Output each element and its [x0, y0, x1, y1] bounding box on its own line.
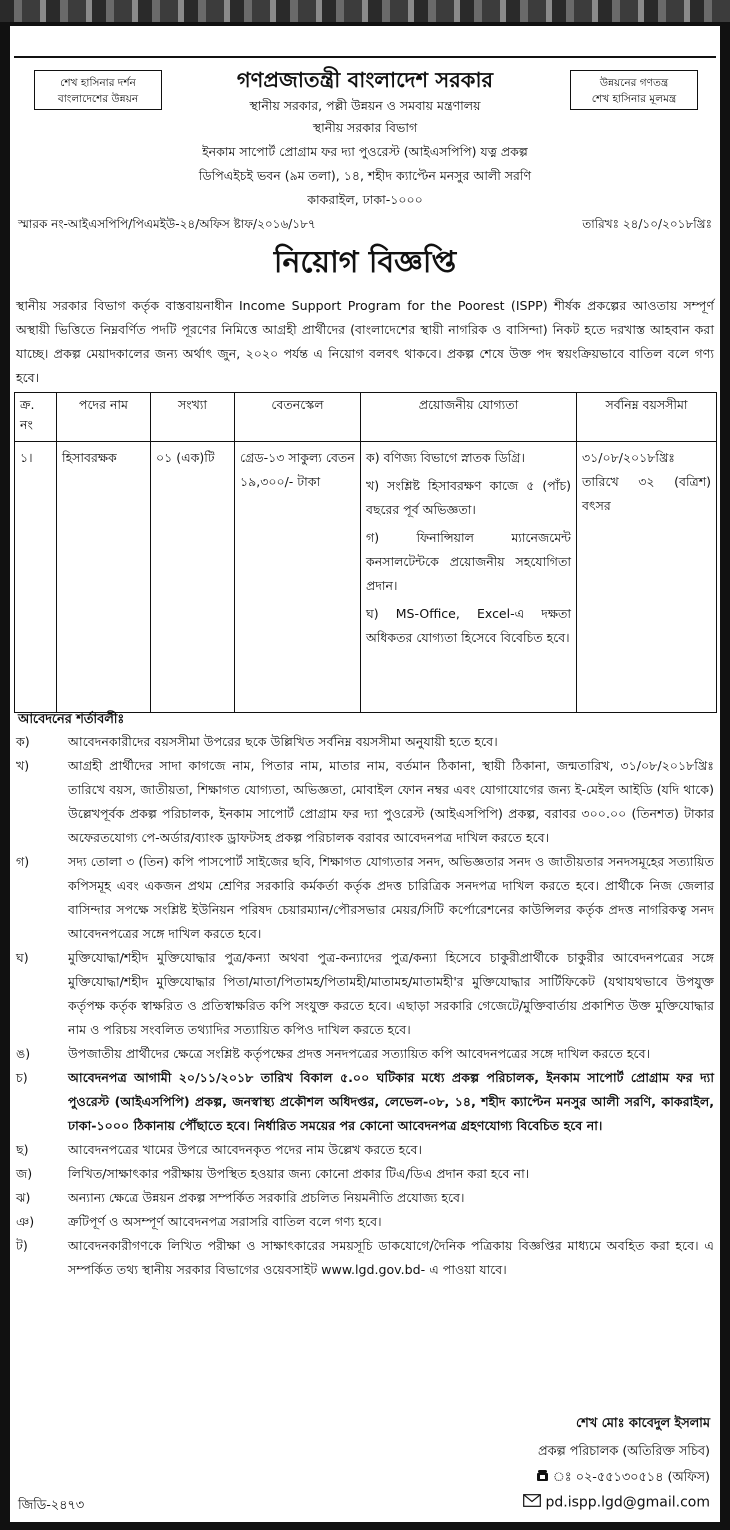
header-age: সর্বনিম্ন বয়সসীমা — [577, 393, 717, 442]
qualification-item: গ) ফিনান্সিয়াল ম্যানেজমেন্ট কনসালটেন্টকে প্রয়োজনীয় সহযোগিতা প্রদান। — [366, 530, 571, 593]
intro-paragraph: স্থানীয় সরকার বিভাগ কর্তৃক বাস্তবায়নাধীন Income Support Program for the Poorest (ISPP) শীর্ষক প্রকল্পের আওতায় সম্পূর্ণ অস্থায়ী ভিত্তিতে নিম্নবর্ণিত পদটি পূরণের নিমিত্তে আগ্রহী প্রার্থীদের (বাংলাদেশের স্থায়ী নাগরিক ও বাসিন্দা) নিকট হতে দরখাস্ত আহবান করা যাচ্ছে। প্রকল্প মেয়াদকালের জন্য অর্থাৎ জুন, ২০২০ পর্যন্ত এ নিয়োগ বলবৎ থাকবে। প্রকল্প শেষে উক্ত পদ স্বয়ংক্রিয়ভাবে বাতিল বলে গণ্য হবে। — [16, 298, 714, 385]
condition-mark: ঘ) — [16, 950, 29, 965]
condition-item — [14, 1162, 716, 1186]
condition-mark: ঙ) — [16, 1046, 31, 1061]
slogan-left-text: শেখ হাসিনার দর্শন বাংলাদেশের উন্নয়ন — [57, 77, 139, 105]
notice-date: তারিখঃ ২৪/১০/২০১৮খ্রিঃ — [582, 217, 712, 231]
ministry-name: স্থানীয় সরকার, পল্লী উন্নয়ন ও সমবায় মন্ত্রণালয় — [249, 98, 481, 113]
project-name: ইনকাম সাপোর্ট প্রোগ্রাম ফর দ্যা পুওরেস্ট (আইএসপিপি) যত্ন প্রকল্প — [202, 144, 528, 159]
cell-count: ০১ (এক)টি — [151, 442, 235, 713]
slogan-right-text: উন্নয়নের গণতন্ত্র শেখ হাসিনার মূলমন্ত্র — [591, 77, 677, 105]
telephone-icon — [536, 1469, 549, 1486]
condition-item — [14, 1066, 716, 1138]
condition-mark: ঞ) — [16, 1214, 35, 1229]
top-rule — [0, 22, 730, 26]
condition-item — [14, 1234, 716, 1282]
right-border — [720, 26, 730, 1530]
condition-text: আবেদনকারীদের বয়সসীমা উপরের ছকে উল্লিখিত সর্বনিম্ন বয়সসীমা অনুযায়ী হতে হবে। — [68, 734, 498, 749]
condition-item — [14, 754, 716, 850]
bottom-rule — [0, 1522, 730, 1530]
condition-text: মুক্তিযোদ্ধা/শহীদ মুক্তিযোদ্ধার পুত্র/কন্যা অথবা পুত্র-কন্যাদের পুত্র/কন্যা হিসেবে চাকুরীপ্রার্থীকে চাকুরীর আবেদনপত্রের সঙ্গে মুক্তিযোদ্ধা/শহীদ মুক্তিযোদ্ধার পিতা/মাতা/পিতামহ/পিতামহী/মাতামহ/মাতামহী'র মুক্তিযোদ্ধার সার্টিফিকেট (যথাযথভাবে উপযুক্ত কর্তৃপক্ষ কর্তৃক স্বাক্ষরিত ও প্রতিস্বাক্ষরিত কপি সংযুক্ত করতে হবে। এছাড়া সরকারি গেজেটে/মুক্তিবার্তায় প্রকাশিত উক্ত মুক্তিযোদ্ধার নাম ও পরিচয় সংবলিত তথ্যাদির সত্যায়িত কপিও দাখিল করতে হবে। — [68, 950, 714, 1037]
condition-mark: খ) — [16, 758, 30, 773]
cell-age: ৩১/০৮/২০১৮খ্রিঃ তারিখে ৩২ (বত্রিশ) বৎসর — [577, 442, 717, 713]
dg-number: জিডি-২৪৭৩ — [18, 1498, 85, 1513]
condition-text: আবেদনপত্রের খামের উপরে আবেদনকৃত পদের নাম উল্লেখ করতে হবে। — [68, 1142, 422, 1157]
cell-qualifications — [361, 442, 577, 713]
header-qualification: প্রয়োজনীয় যোগ্যতা — [361, 393, 577, 442]
condition-item — [14, 1210, 716, 1234]
signatory-phone — [536, 1468, 710, 1489]
table-row — [15, 442, 717, 713]
qualification-item: খ) সংশ্লিষ্ট হিসাবরক্ষণ কাজে ৫ (পাঁচ) বছরের পূর্ব অভিজ্ঞতা। — [366, 478, 571, 517]
qualification-item: ঘ) MS-Office, Excel-এ দক্ষতা অধিকতর যোগ্যতা হিসেবে বিবেচিত হবে। — [366, 606, 571, 645]
header-serial: ক্র. নং — [15, 393, 57, 442]
condition-item — [14, 1186, 716, 1210]
memo-number: স্মারক নং-আইএসপিপি/পিএমইউ-২৪/অফিস ষ্টাফ/২০১৬/১৮৭ — [18, 217, 316, 231]
condition-item — [14, 1138, 716, 1162]
table-header-row — [15, 393, 717, 442]
header-scale: বেতনস্কেল — [235, 393, 361, 442]
condition-mark: ঝ) — [16, 1190, 31, 1205]
cell-serial: ১। — [15, 442, 57, 713]
phone-text: ঃ ০২-৫৫১৩০৫১৪ (অফিস) — [571, 1470, 710, 1485]
condition-mark: ট) — [16, 1238, 28, 1253]
condition-text: উপজাতীয় প্রার্থীদের ক্ষেত্রে সংশ্লিষ্ট কর্তৃপক্ষের প্রদত্ত সনদপত্রের সত্যায়িত কপি আবেদনপত্রের সঙ্গে দাখিল করতে হবে। — [68, 1046, 651, 1061]
condition-mark: ছ) — [16, 1142, 29, 1157]
cell-post: হিসাবরক্ষক — [57, 442, 151, 713]
signatory-designation: প্রকল্প পরিচালক (অতিরিক্ত সচিব) — [538, 1444, 710, 1459]
condition-text: সদ্য তোলা ৩ (তিন) কপি পাসপোর্ট সাইজের ছবি, শিক্ষাগত যোগ্যতার সনদ, অভিজ্ঞতার সনদ ও জাতীয়তার সনদসমূহের সত্যায়িত কপিসমূহ এবং একজন প্রথম শ্রেণির সরকারি কর্মকর্তা কর্তৃক প্রদত্ত চারিত্রিক সনদপত্র দাখিল করতে হবে। প্রার্থীকে নিজ জেলার বাসিন্দার সপক্ষে সংশ্লিষ্ট ইউনিয়ন পরিষদ চেয়ারম্যান/পৌরসভার মেয়র/সিটি কর্পোরেশনের কাউন্সিলর কর্তৃক প্রদত্ত নাগরিকত্ব সনদ আবেদনপত্রের সঙ্গে দাখিল করতে হবে। — [68, 854, 714, 941]
signatory-name: শেখ মোঃ কাবেদুল ইসলাম — [575, 1416, 710, 1431]
condition-item — [14, 850, 716, 946]
condition-mark: চ) — [16, 1070, 28, 1085]
posts-table — [14, 392, 717, 713]
condition-text: আবেদনকারীগণকে লিখিত পরীক্ষা ও সাক্ষাৎকারের সময়সূচি ডাকযোগে/দৈনিক পত্রিকায় বিজ্ঞপ্তির মাধ্যমে অবহিত করা হবে। এ সম্পর্কিত তথ্য স্থানীয় সরকার বিভাগের ওয়েবসাইট www.lgd.gov.bd- এ পাওয়া যাবে। — [68, 1238, 714, 1277]
header-count: সংখ্যা — [151, 393, 235, 442]
condition-text: অন্যান্য ক্ষেত্রে উন্নয়ন প্রকল্প সম্পর্কিত সরকারি প্রচলিত নিয়মনীতি প্রযোজ্য হবে। — [68, 1190, 465, 1205]
condition-mark: জ) — [16, 1166, 33, 1181]
left-border — [0, 26, 10, 1530]
qualification-item: ক) বণিজ্য বিভাগে স্নাতক ডিগ্রি। — [366, 450, 525, 465]
condition-text: লিখিত/সাক্ষাৎকার পরীক্ষায় উপস্থিত হওয়ার জন্য কোনো প্রকার টিএ/ডিএ প্রদান করা হবে না। — [68, 1166, 530, 1181]
email-text[interactable]: pd.ispp.lgd@gmail.com — [545, 1494, 710, 1511]
page-title: নিয়োগ বিজ্ঞপ্তি — [273, 245, 457, 280]
notice-sheet — [14, 56, 716, 1520]
address-line-1: ডিপিএইচই ভবন (৯ম তলা), ১৪, শহীদ ক্যাপ্টেন মনসুর আলী সরণি — [198, 168, 532, 183]
envelope-icon — [523, 1494, 541, 1511]
condition-text: আগ্রহী প্রার্থীদের সাদা কাগজে নাম, পিতার নাম, মাতার নাম, বর্তমান ঠিকানা, স্থায়ী ঠিকানা, জন্মতারিখ, ৩১/০৮/২০১৮খ্রিঃ তারিখে বয়স, জাতীয়তা, শিক্ষাগত যোগ্যতা, অভিজ্ঞতা, মোবাইল ফোন নম্বর এবং যোগাযোগের জন্য ই-মেইল আইডি (যদি থাকে) উল্লেখপূর্বক প্রকল্প পরিচালক, ইনকাম সাপোর্ট প্রোগ্রাম ফর দ্যা পুওরেস্ট (আইএসপিপি) প্রকল্প, বরাবর ৩০০.০০ (তিনশত) টাকার অফেরতযোগ্য পে-অর্ডার/ব্যাংক ড্রাফটসহ প্রকল্প পরিচালক বরাবর আবেদনপত্র দাখিল করতে হবে। — [68, 758, 714, 845]
condition-item — [14, 730, 716, 754]
condition-mark: গ) — [16, 854, 30, 869]
condition-item — [14, 1042, 716, 1066]
condition-text: ক্রটিপূর্ণ ও অসম্পূর্ণ আবেদনপত্র সরাসরি বাতিল বলে গণ্য হবে। — [68, 1214, 382, 1229]
signatory-email — [523, 1494, 710, 1511]
government-name: গণপ্রজাতন্ত্রী বাংলাদেশ সরকার — [236, 68, 494, 92]
condition-mark: ক) — [16, 734, 30, 749]
conditions-title: আবেদনের শর্তাবলীঃ — [18, 712, 125, 727]
top-photo-strip — [0, 0, 730, 22]
condition-item — [14, 946, 716, 1042]
address-line-2: কাকরাইল, ঢাকা-১০০০ — [307, 192, 423, 207]
division-name: স্থানীয় সরকার বিভাগ — [312, 120, 418, 135]
conditions-list — [14, 730, 716, 1282]
cell-scale: গ্রেড-১৩ সাকুল্য বেতন ১৯,৩০০/- টাকা — [235, 442, 361, 713]
condition-text: আবেদনপত্র আগামী ২০/১১/২০১৮ তারিখ বিকাল ৫.০০ ঘটিকার মধ্যে প্রকল্প পরিচালক, ইনকাম সাপোর্ট প্রোগ্রাম ফর দ্যা পুওরেস্ট (আইএসপিপি) প্রকল্প, জনস্বাস্থ্য প্রকৌশল অধিদপ্তর, লেভেল-০৮, ১৪, শহীদ ক্যাপ্টেন মনসুর আলী সরণি, কাকরাইল, ঢাকা-১০০০ ঠিকানায় পৌঁছাতে হবে। নির্ধারিত সময়ের পর কোনো আবেদনপত্র গ্রহণযোগ্য বিবেচিত হবে না। — [68, 1070, 714, 1133]
header-post: পদের নাম — [57, 393, 151, 442]
